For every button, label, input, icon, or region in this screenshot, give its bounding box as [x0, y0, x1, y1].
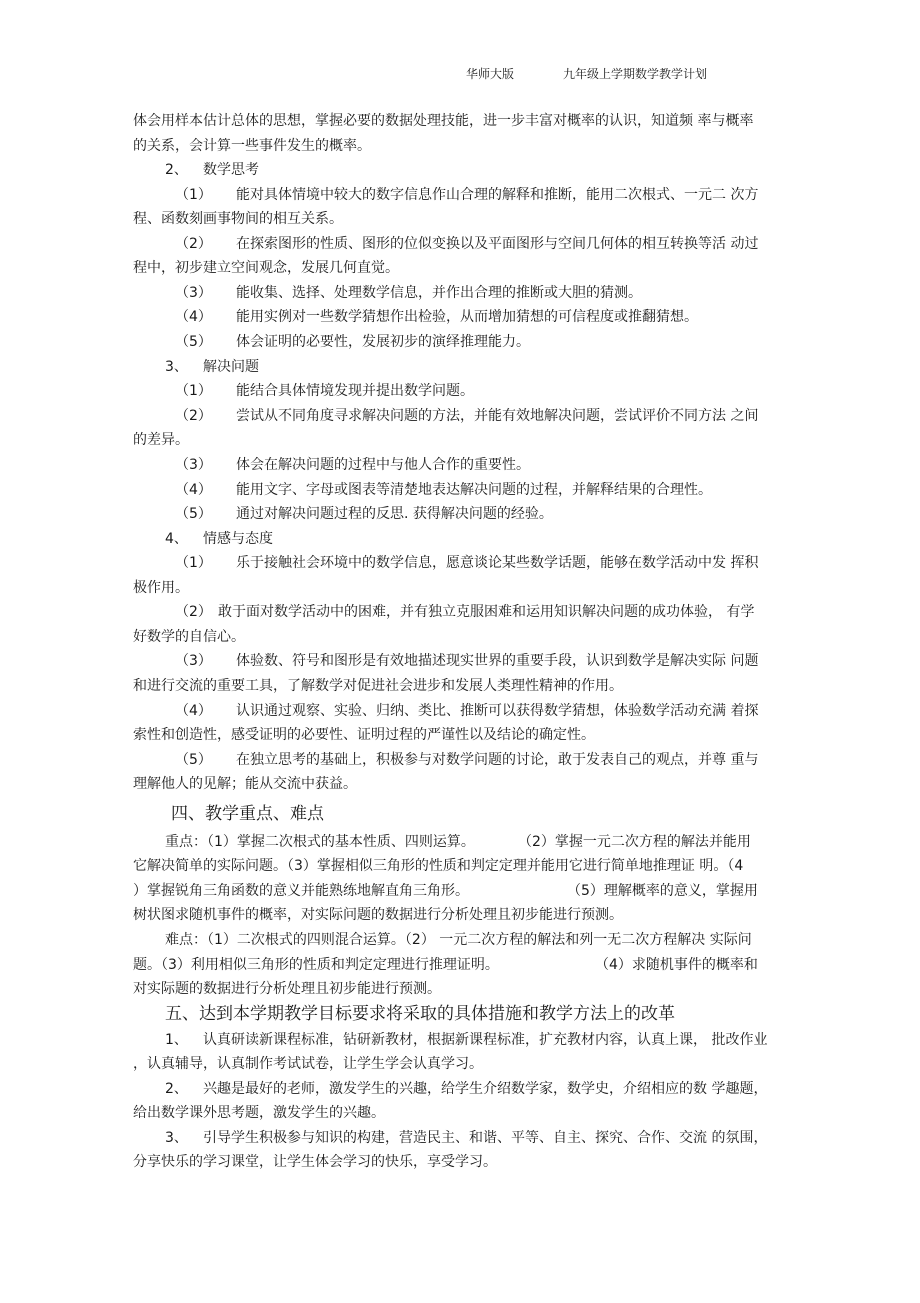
line-text: 索性和创造性，感受证明的必要性、证明过程的严谨性以及结论的确定性。	[133, 727, 595, 743]
line-text: 认识通过观察、实验、归纳、类比、推断可以获得数学猜想，体验数学活动充满 着探	[236, 703, 759, 719]
line-text: 理解他人的见解；能从交流中获益。	[133, 776, 357, 792]
line-text: 体验数、符号和图形是有效地描述现实世界的重要手段，认识到数学是解决实际 问题	[236, 653, 759, 669]
line-text: ，认真辅导，认真制作考试试卷，让学生学会认真学习。	[133, 1056, 483, 1072]
line-text: 的差异。	[133, 432, 189, 448]
line-number: （4）	[175, 482, 212, 498]
line-number: （1）	[175, 555, 212, 571]
line-text: 好数学的自信心。	[133, 629, 245, 645]
line-number: （4）	[175, 309, 212, 325]
line-text: 的关系，会计算一些事件发生的概率。	[133, 138, 371, 154]
line-text: 认真研读新课程标准，钻研新教材，根据新课程标准，扩充教材内容，认真上课， 批改作业	[203, 1032, 768, 1048]
line-number: （4）	[175, 703, 212, 719]
line-text: 树状图求随机事件的概率，对实际问题的数据进行分析处理且初步能进行预测。	[133, 907, 623, 923]
line-text: 难点：（1）二次根式的四则混合运算。（2） 一元二次方程的解法和列一无二次方程解决 实际问	[165, 932, 752, 948]
line-number: （3）	[175, 457, 212, 473]
section-four-title: 四、教学重点、难点	[171, 804, 324, 824]
line-text: 尝试从不同角度寻求解决问题的方法，并能有效地解决问题，尝试评价不同方法 之间	[236, 408, 759, 424]
line-number: 2、	[165, 162, 188, 178]
line-number: （2）	[175, 408, 212, 424]
line-text: ）掌握锐角三角函数的意义并能熟练地解直角三角形。	[133, 883, 469, 899]
line-number: （3）	[175, 653, 212, 669]
line-text: 程中，初步建立空间观念，发展几何直觉。	[133, 260, 399, 276]
line-text: 对实际题的数据进行分析处理且初步能进行预测。	[133, 981, 441, 997]
line-text: （4）求随机事件的概率和	[595, 957, 758, 973]
line-number: （5）	[175, 752, 212, 768]
line-text: 敢于面对数学活动中的困难，并有独立克服困难和运用知识解决问题的成功体验， 有学	[218, 604, 755, 620]
line-text: 分享快乐的学习课堂，让学生体会学习的快乐，享受学习。	[133, 1154, 497, 1170]
line-number: 4、	[165, 531, 188, 547]
line-number: 1、	[165, 1032, 188, 1048]
line-number: （1）	[175, 383, 212, 399]
line-text: 能结合具体情境发现并提出数学问题。	[236, 383, 474, 399]
line-number: （2）	[175, 604, 212, 620]
line-text: 数学思考	[203, 162, 259, 178]
line-text: 乐于接触社会环境中的数学信息，愿意谈论某些数学话题，能够在数学活动中发 挥积	[236, 555, 759, 571]
line-number: 3、	[165, 1130, 188, 1146]
line-text: 在独立思考的基础上，积极参与对数学问题的讨论，敢于发表自己的观点，并尊 重与	[236, 752, 759, 768]
line-number: （2）	[175, 236, 212, 252]
header-title: 九年级上学期数学教学计划	[563, 67, 708, 81]
line-text: （2）掌握一元二次方程的解法并能用	[518, 834, 751, 850]
line-text: 程、函数刻画事物间的相互关系。	[133, 211, 343, 227]
line-text: 引导学生积极参与知识的构建，营造民主、和谐、平等、自主、探究、合作、交流 的氛围，	[203, 1130, 768, 1146]
line-text: （5）理解概率的意义，掌握用	[567, 883, 758, 899]
line-text: 体会证明的必要性，发展初步的演绎推理能力。	[236, 334, 530, 350]
line-number: 3、	[165, 359, 188, 375]
line-text: 它解决简单的实际问题。（3）掌握相似三角形的性质和判定定理并能用它进行简单地推理证 明。（4	[133, 858, 744, 874]
line-text: 情感与态度	[203, 531, 273, 547]
line-text: 重点：（1）掌握二次根式的基本性质、四则运算。	[165, 834, 475, 850]
line-text: 体会在解决问题的过程中与他人合作的重要性。	[236, 457, 530, 473]
line-text: 解决问题	[203, 359, 259, 375]
line-number: （5）	[175, 334, 212, 350]
line-text: 能对具体情境中较大的数字信息作山合理的解释和推断，能用二次根式、一元二 次方	[236, 187, 759, 203]
section-five-title: 五、达到本学期教学目标要求将采取的具体措施和教学方法上的改革	[165, 1004, 675, 1024]
line-text: 极作用。	[133, 580, 189, 596]
line-text: 在探索图形的性质、图形的位似变换以及平面图形与空间几何体的相互转换等活 动过	[236, 236, 759, 252]
line-text: 兴趣是最好的老师，激发学生的兴趣，给学生介绍数学家，数学史，介绍相应的数 学趣题，	[203, 1081, 768, 1097]
header-edition: 华师大版	[466, 67, 515, 81]
line-number: （5）	[175, 506, 212, 522]
line-text: 和进行交流的重要工具，了解数学对促进社会进步和发展人类理性精神的作用。	[133, 678, 623, 694]
line-text: 通过对解决问题过程的反思. 获得解决问题的经验。	[236, 506, 553, 522]
line-number: （3）	[175, 285, 212, 301]
line-text: 能用文字、字母或图表等清楚地表达解决问题的过程，并解释结果的合理性。	[236, 482, 712, 498]
line-text: 体会用样本估计总体的思想，掌握必要的数据处理技能，进一步丰富对概率的认识，知道频 率与概率	[133, 113, 754, 129]
line-text: 给出数学课外思考题，激发学生的兴趣。	[133, 1105, 385, 1121]
line-text: 能收集、选择、处理数学信息，并作出合理的推断或大胆的猜测。	[236, 285, 642, 301]
line-text: 题。（3）利用相似三角形的性质和判定定理进行推理证明。	[133, 957, 499, 973]
line-number: 2、	[165, 1081, 188, 1097]
line-text: 能用实例对一些数学猜想作出检验，从而增加猜想的可信程度或推翻猜想。	[236, 309, 698, 325]
line-number: （1）	[175, 187, 212, 203]
